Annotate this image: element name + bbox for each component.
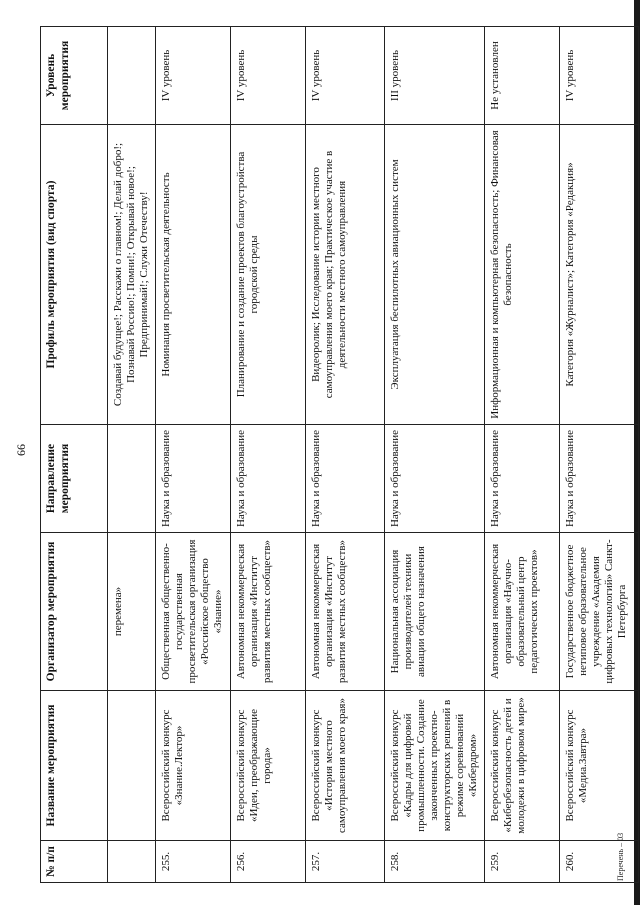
page-number: 66	[14, 444, 28, 456]
cell-num: 260.	[559, 841, 638, 883]
cell-profile: Эксплуатация беспилотных авиационных систем	[384, 125, 484, 425]
cell-organizer: Государственное бюджетное нетиповое образовательное учреждение «Академия цифровых технологий» Санкт-Петербурга	[559, 533, 638, 691]
cell-name: Всероссийский конкурс «Медиа.Завтра»	[559, 691, 638, 841]
cell-num: 259.	[484, 841, 559, 883]
cell-num: 258.	[384, 841, 484, 883]
table-row-continuation	[108, 27, 156, 883]
cell-direction: Наука и образование	[230, 425, 305, 533]
header-level: Уровень мероприятия	[41, 27, 108, 125]
cell-profile: Планирование и создание проектов благоустройства городской среды	[230, 125, 305, 425]
cell-organizer: Автономная некоммерческая организация «Институт развития местных сообществ»	[305, 533, 384, 691]
cell-direction: Наука и образование	[484, 425, 559, 533]
cell-name: Всероссийский конкурс «Кибербезопасность детей и молодежи в цифровом мире»	[484, 691, 559, 841]
table-header-row	[41, 27, 108, 883]
header-organizer: Организатор мероприятия	[41, 533, 108, 691]
cell-profile: Видеоролик; Исследование истории местного самоуправления моего края; Практическое участие в деятельности местного самоуправления	[305, 125, 384, 425]
cell-name: Всероссийский конкурс «Идеи, преображающие города»	[230, 691, 305, 841]
header-name: Название мероприятия	[41, 691, 108, 841]
cell-level: Не установлен	[484, 27, 559, 125]
header-direction: Направление мероприятия	[41, 425, 108, 533]
header-profile: Профиль мероприятия (вид спорта)	[41, 125, 108, 425]
cell-level: IV уровень	[305, 27, 384, 125]
cell-direction: Наука и образование	[155, 425, 230, 533]
cell-level: IV уровень	[559, 27, 638, 125]
cell-num: 257.	[305, 841, 384, 883]
cell-name: Всероссийский конкурс «Кадры для цифровой промышленности. Создание законченных проектно-конструкторских решений в режиме соревнований «Кибердром»	[384, 691, 484, 841]
cell-num: 255.	[155, 841, 230, 883]
table-row	[155, 27, 230, 883]
table-row	[384, 27, 484, 883]
cell-organizer: Автономная некоммерческая организация «Институт развития местных сообществ»	[230, 533, 305, 691]
cell-profile: Информационная и компьютерная безопасность; Финансовая безопасность	[484, 125, 559, 425]
cell-direction: Наука и образование	[305, 425, 384, 533]
cell-organizer: Национальная ассоциация производителей техники авиации общего назначения	[384, 533, 484, 691]
cell-name: Всероссийский конкурс «Знание.Лектор»	[155, 691, 230, 841]
cell-profile: Категория «Журналист»; Категория «Редакция»	[559, 125, 638, 425]
table-row	[484, 27, 559, 883]
cell-direction: Наука и образование	[384, 425, 484, 533]
cell-level	[108, 27, 156, 125]
cell-num	[108, 841, 156, 883]
header-num: № п/п	[41, 841, 108, 883]
cell-level: III уровень	[384, 27, 484, 125]
cell-direction: Наука и образование	[559, 425, 638, 533]
events-table	[40, 26, 639, 883]
cell-profile: Номинация просветительская деятельность	[155, 125, 230, 425]
cell-level: IV уровень	[155, 27, 230, 125]
footer-code: Перечень – 03	[616, 832, 625, 881]
cell-level: IV уровень	[230, 27, 305, 125]
cell-profile: Создавай будущее!; Расскажи о главном!; Делай добро!; Познавай Россию!; Помни!; Открывай новое!; Предпринимай!; Служи Отечеству!	[108, 125, 156, 425]
cell-organizer: Общественная общественно-государственная просветительская организация «Российское общество «Знание»	[155, 533, 230, 691]
table-row	[305, 27, 384, 883]
cell-num: 256.	[230, 841, 305, 883]
cell-name: Всероссийский конкурс «История местного самоуправления моего края»	[305, 691, 384, 841]
table-row	[230, 27, 305, 883]
cell-organizer: Автономная некоммерческая организация «Научно-образовательный центр педагогических проектов»	[484, 533, 559, 691]
cell-direction	[108, 425, 156, 533]
cell-name	[108, 691, 156, 841]
table-row	[559, 27, 638, 883]
cell-organizer: перемена»	[108, 533, 156, 691]
